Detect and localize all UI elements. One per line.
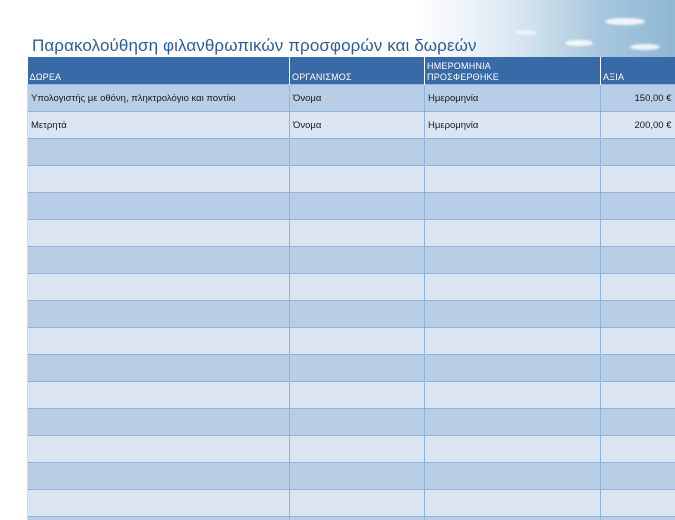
- cell-date[interactable]: [425, 382, 601, 409]
- cell-organization[interactable]: [290, 220, 425, 247]
- cell-value[interactable]: [601, 220, 675, 247]
- cell-date[interactable]: [425, 409, 601, 436]
- cell-date[interactable]: [425, 517, 601, 520]
- cell-value[interactable]: [601, 490, 675, 517]
- cell-donation[interactable]: [28, 301, 290, 328]
- cell-organization[interactable]: [290, 382, 425, 409]
- cell-organization[interactable]: [290, 247, 425, 274]
- cell-organization[interactable]: [290, 463, 425, 490]
- cell-organization[interactable]: Όνομα: [290, 85, 425, 112]
- header-organization-label: ΟΡΓΑΝΙΣΜΟΣ: [292, 72, 352, 82]
- header-value[interactable]: [601, 57, 675, 85]
- cell-date[interactable]: [425, 355, 601, 382]
- donations-table: [27, 57, 675, 520]
- table-row-empty: [28, 463, 675, 490]
- cell-value[interactable]: [601, 166, 675, 193]
- table-row-empty: [28, 328, 675, 355]
- cell-value[interactable]: [601, 193, 675, 220]
- table-header-row: [28, 57, 675, 85]
- cell-date[interactable]: [425, 139, 601, 166]
- cell-value[interactable]: [601, 436, 675, 463]
- table-row-empty: [28, 193, 675, 220]
- header-date[interactable]: [425, 57, 601, 85]
- cell-date[interactable]: [425, 247, 601, 274]
- cell-value[interactable]: [601, 517, 675, 520]
- cell-donation[interactable]: [28, 220, 290, 247]
- cell-organization[interactable]: [290, 355, 425, 382]
- cell-date[interactable]: [425, 490, 601, 517]
- header-donation-label: ΔΩΡΕΑ: [29, 72, 62, 82]
- cell-donation[interactable]: [28, 490, 290, 517]
- cell-donation[interactable]: Μετρητά: [28, 112, 290, 139]
- table-row-empty: [28, 166, 675, 193]
- table-row-empty: [28, 220, 675, 247]
- cell-organization[interactable]: [290, 193, 425, 220]
- cell-organization[interactable]: [290, 490, 425, 517]
- table-row-empty: [28, 436, 675, 463]
- cell-donation[interactable]: [28, 355, 290, 382]
- table-row-empty: [28, 517, 675, 520]
- cell-donation[interactable]: [28, 382, 290, 409]
- table-row: [28, 112, 675, 139]
- cell-organization[interactable]: [290, 328, 425, 355]
- header-value-label: ΑΞΙΑ: [603, 72, 625, 82]
- cell-organization[interactable]: [290, 274, 425, 301]
- cell-donation[interactable]: [28, 409, 290, 436]
- cell-organization[interactable]: [290, 436, 425, 463]
- cell-date[interactable]: [425, 436, 601, 463]
- cell-value[interactable]: [601, 139, 675, 166]
- cell-value[interactable]: 150,00 €: [601, 85, 675, 112]
- cell-donation[interactable]: [28, 139, 290, 166]
- cell-value[interactable]: [601, 301, 675, 328]
- table-row-empty: [28, 301, 675, 328]
- cell-organization[interactable]: [290, 517, 425, 520]
- table-row: [28, 85, 675, 112]
- cell-value[interactable]: [601, 382, 675, 409]
- cell-donation[interactable]: [28, 463, 290, 490]
- cell-value[interactable]: [601, 247, 675, 274]
- cell-value[interactable]: [601, 355, 675, 382]
- cell-date[interactable]: [425, 220, 601, 247]
- cell-organization[interactable]: Όνομα: [290, 112, 425, 139]
- table-row-empty: [28, 274, 675, 301]
- cell-date[interactable]: [425, 328, 601, 355]
- cell-date[interactable]: [425, 301, 601, 328]
- table-row-empty: [28, 355, 675, 382]
- cell-donation[interactable]: [28, 247, 290, 274]
- header-donation[interactable]: [28, 57, 290, 85]
- header-date-label-1: ΗΜΕΡΟΜΗΝΙΑ: [427, 61, 492, 71]
- header-organization[interactable]: [290, 57, 425, 85]
- cell-organization[interactable]: [290, 139, 425, 166]
- cell-donation[interactable]: [28, 517, 290, 520]
- cell-organization[interactable]: [290, 301, 425, 328]
- cell-organization[interactable]: [290, 409, 425, 436]
- cell-value[interactable]: [601, 463, 675, 490]
- cell-date[interactable]: [425, 274, 601, 301]
- cell-date[interactable]: [425, 463, 601, 490]
- cell-donation[interactable]: [28, 328, 290, 355]
- table-row-empty: [28, 139, 675, 166]
- table-row-empty: [28, 490, 675, 517]
- cell-date[interactable]: [425, 193, 601, 220]
- table-row-empty: [28, 382, 675, 409]
- cell-value[interactable]: [601, 409, 675, 436]
- cell-donation[interactable]: [28, 193, 290, 220]
- table-row-empty: [28, 409, 675, 436]
- cell-value[interactable]: 200,00 €: [601, 112, 675, 139]
- cell-donation[interactable]: Υπολογιστής με οθόνη, πληκτρολόγιο και ποντίκι: [28, 85, 290, 112]
- cell-date[interactable]: Ημερομηνία: [425, 85, 601, 112]
- cell-donation[interactable]: [28, 166, 290, 193]
- cell-date[interactable]: Ημερομηνία: [425, 112, 601, 139]
- header-date-label-2: ΠΡΟΣΦΕΡΘΗΚΕ: [427, 72, 499, 82]
- cell-donation[interactable]: [28, 436, 290, 463]
- cell-value[interactable]: [601, 274, 675, 301]
- cell-date[interactable]: [425, 166, 601, 193]
- cell-organization[interactable]: [290, 166, 425, 193]
- cell-value[interactable]: [601, 328, 675, 355]
- table-row-empty: [28, 247, 675, 274]
- cell-donation[interactable]: [28, 274, 290, 301]
- page-title: Παρακολούθηση φιλανθρωπικών προσφορών και δωρεών: [32, 36, 477, 55]
